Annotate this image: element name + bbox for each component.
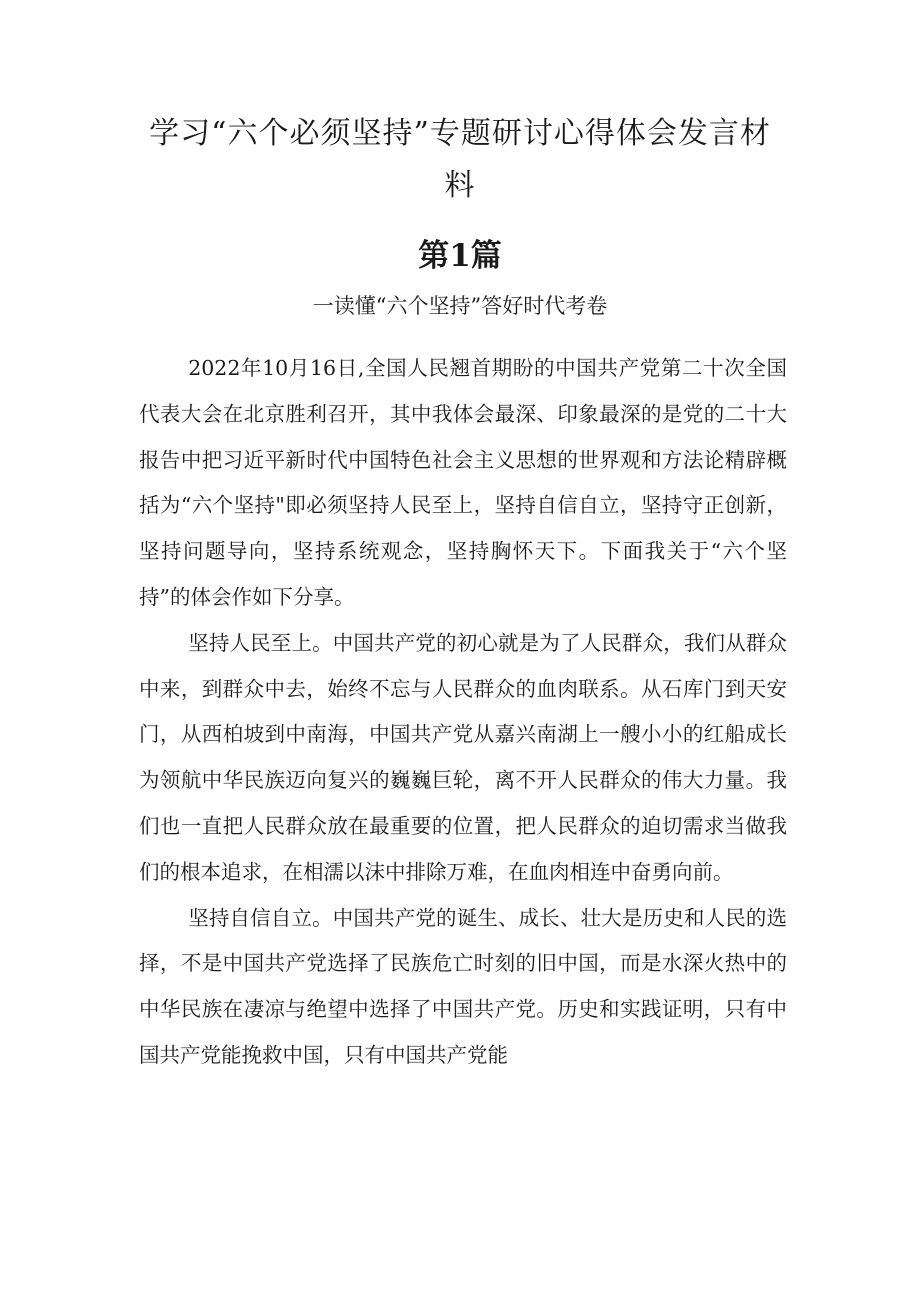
- paragraph-intro: 2022年10月16日,全国人民翘首期盼的中国共产党第二十次全国代表大会在北京胜利召开，其中我体会最深、印象最深的是党的二十大报告中把习近平新时代中国特色社会主义思想的世界观和方法论精辟概括为“六个坚持"即必须坚持人民至上，坚持自信自立，坚持守正创新，坚持问题导向，坚持系统观念，坚持胸怀天下。下面我关于“六个坚持”的体会作如下分享。: [139, 356, 787, 609]
- body-text: [139, 346, 787, 1079]
- section-heading: 第1篇: [418, 238, 502, 274]
- section-subtitle: 一读懂“六个坚持”答好时代考卷: [312, 294, 608, 318]
- paragraph-people-first: 坚持人民至上。中国共产党的初心就是为了人民群众，我们从群众中来，到群众中去，始终不忘与人民群众的血肉联系。从石库门到天安门，从西柏坡到中南海，中国共产党从嘉兴南湖上一艘小小的红船成长为领航中华民族迈向复兴的巍巍巨轮，离不开人民群众的伟大力量。我们也一直把人民群众放在最重要的位置，把人民群众的迫切需求当做我们的根本追求，在相濡以沫中排除万难，在血肉相连中奋勇向前。: [139, 630, 787, 884]
- document-title: 学习“六个必须坚持”专题研讨心得体会发言材料: [149, 116, 771, 203]
- paragraph-self-confidence: 坚持自信自立。中国共产党的诞生、成长、壮大是历史和人民的选择，不是中国共产党选择了民族危亡时刻的旧中国，而是水深火热中的中华民族在凄凉与绝望中选择了中国共产党。历史和实践证明，只有中国共产党能挽救中国，只有中国共产党能: [139, 905, 787, 1067]
